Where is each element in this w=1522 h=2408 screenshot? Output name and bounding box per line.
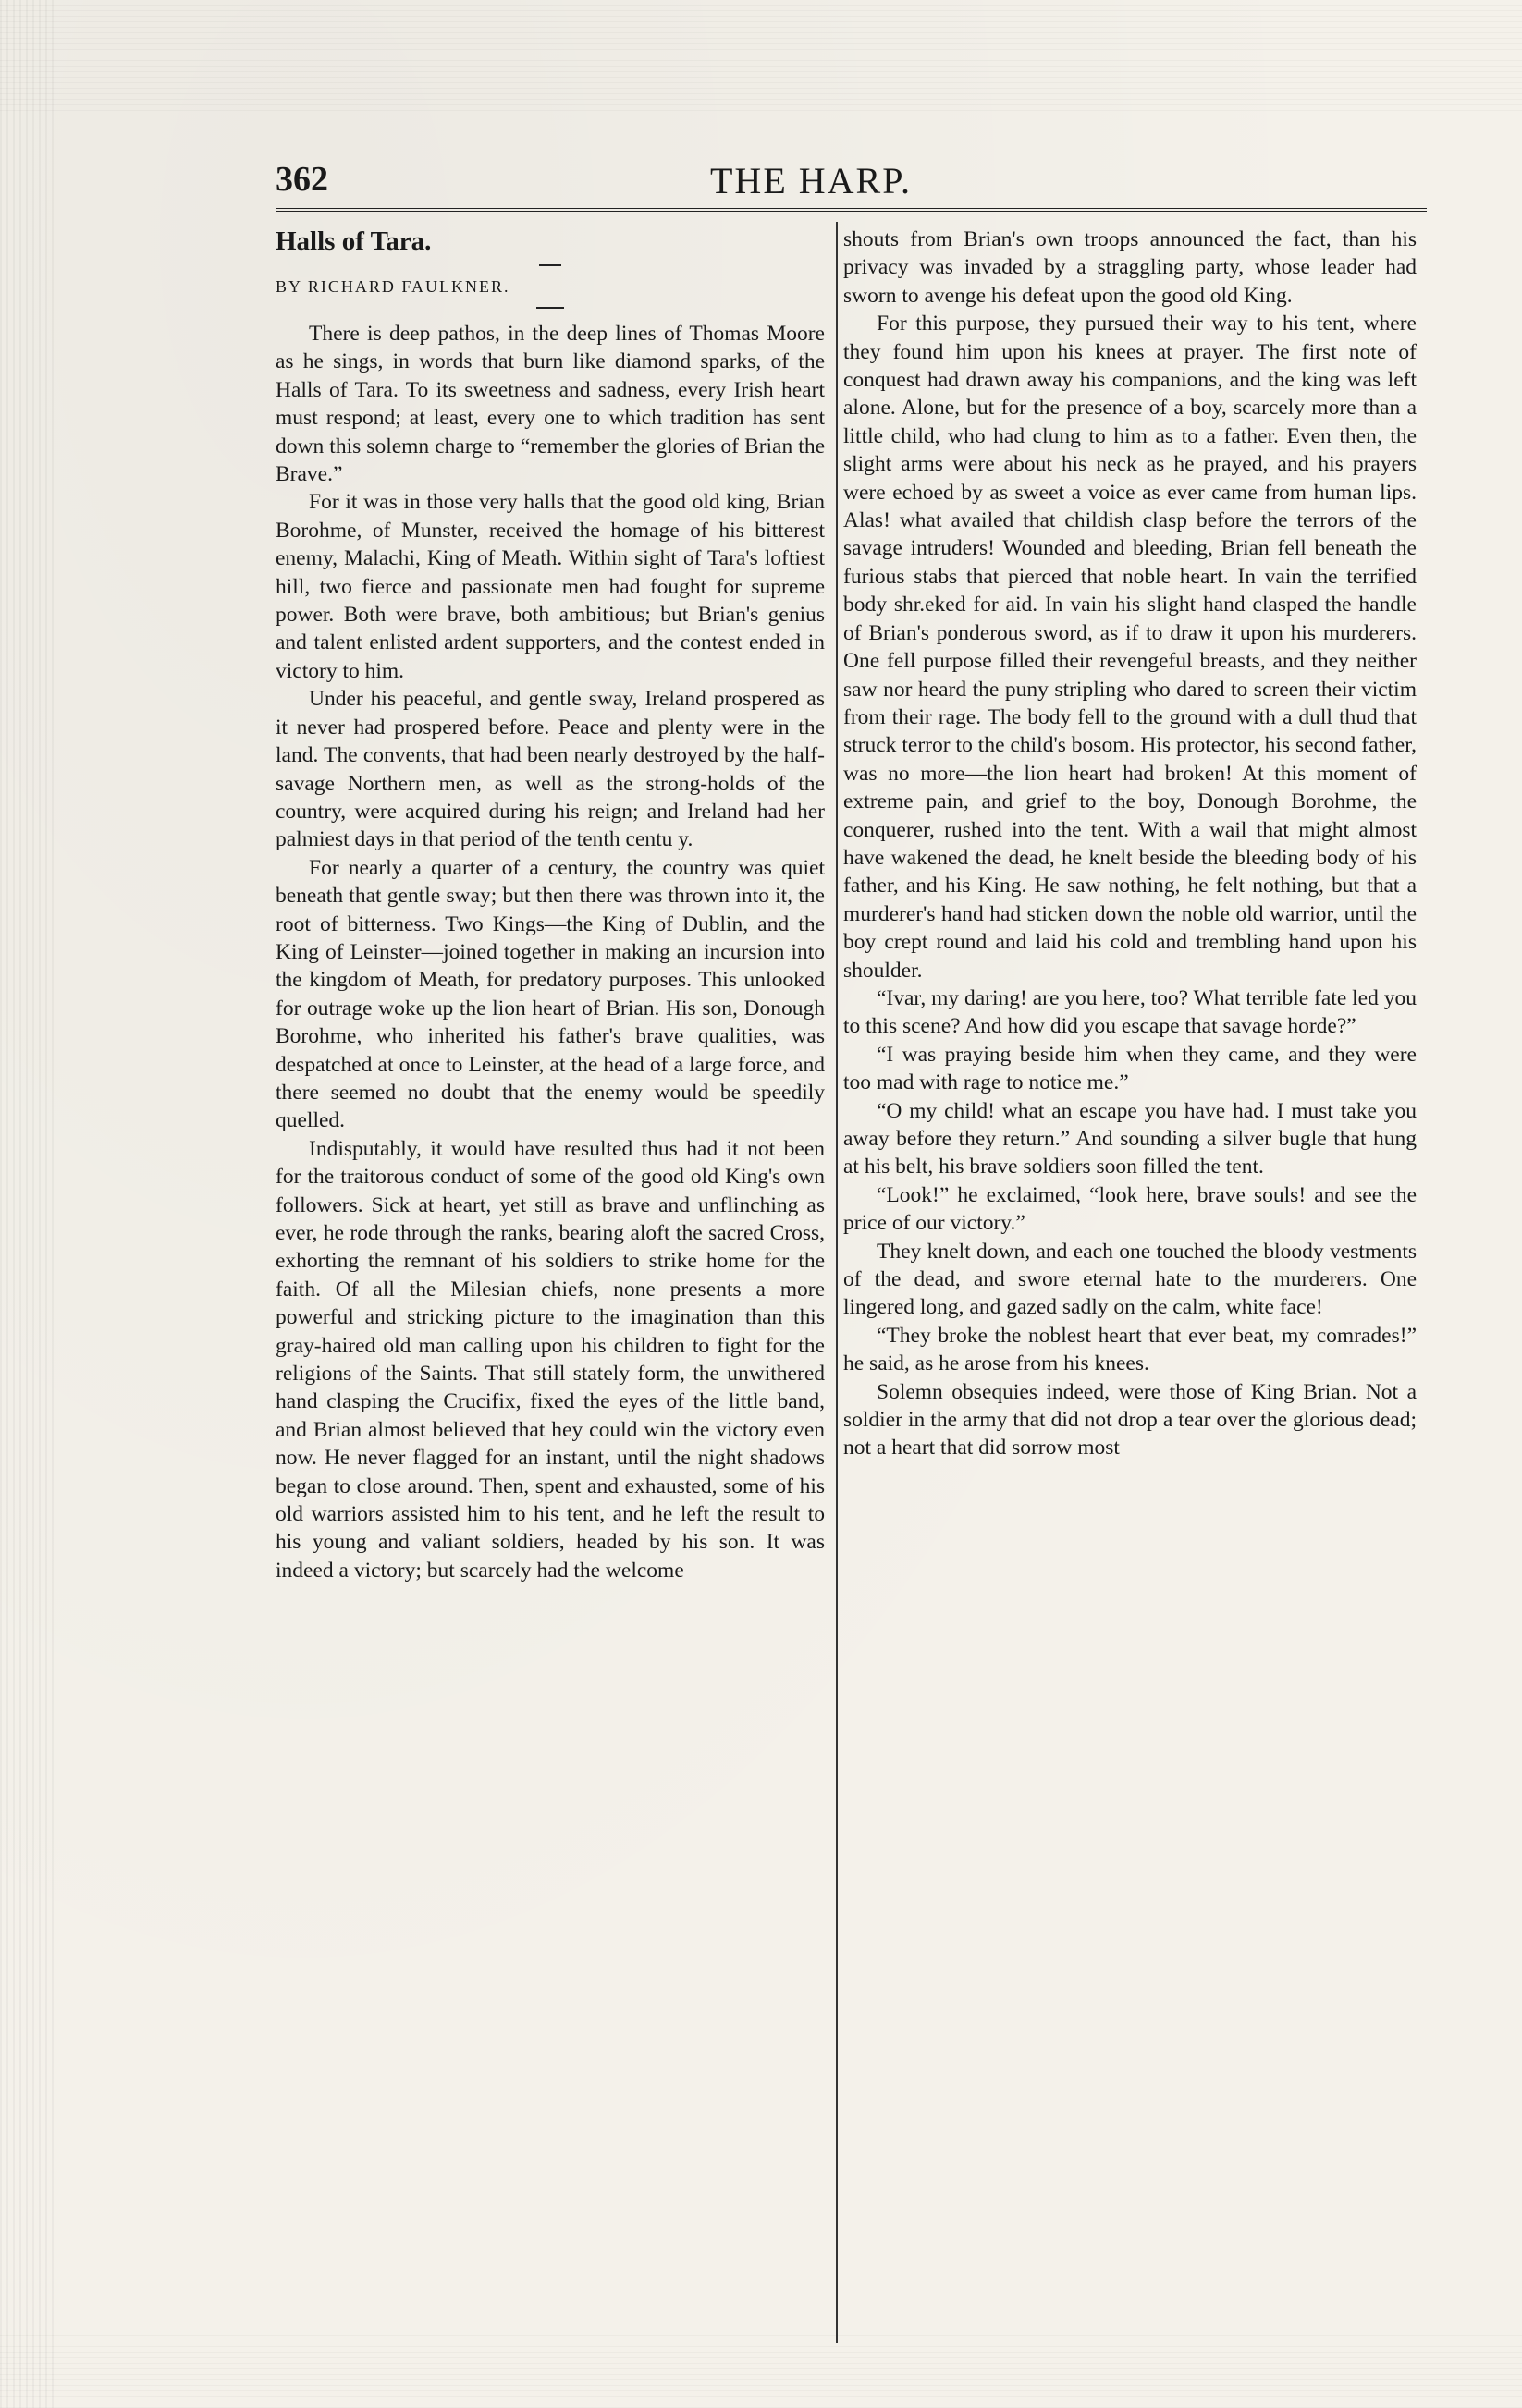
paragraph: Under his peaceful, and gentle sway, Ireland prospered as it never had prospered before. Peace and plenty were in the land. The convents, that had been nearly destroyed by the half-savage Northern men, as well as the strong-holds of the country, were acquired during his reign; and Ireland had her palmiest days in that period of the tenth centu y. xyxy=(276,687,825,852)
paragraph: “Ivar, my daring! are you here, too? What terrible fate led you to this scene? And how did you escape that savage horde?” xyxy=(843,985,1417,1039)
scan-edge-left xyxy=(0,0,55,2408)
title-dash xyxy=(539,264,561,266)
paragraph: There is deep pathos, in the deep lines of Thomas Moore as he sings, in words that burn like diamond sparks, of the Halls of Tara. To its sweetness and sadness, every Irish heart must respond; at least, every one to which tradition has sent down this solemn charge to “remember the glories of Brian the Brave.” xyxy=(276,322,825,487)
column-rule xyxy=(836,222,838,2343)
scan-edge-top xyxy=(0,0,1522,111)
paragraph: “Look!” he exclaimed, “look here, brave souls! and see the price of our victory.” xyxy=(843,1182,1417,1236)
paragraph: “I was praying beside him when they came, and they were too mad with rage to notice me.” xyxy=(843,1042,1417,1095)
paragraph: “O my child! what an escape you have had. I must take you away before they return.” And sounding a silver bugle that hung at his belt, his brave soldiers soon filled the tent. xyxy=(843,1098,1417,1180)
paragraph: Indisputably, it would have resulted thus had it not been for the traitorous conduct of some of the good old King's own followers. Sick at heart, yet still as brave and unflinching as ever, he rode through the ranks, bearing aloft the sacred Cross, exhorting the remnant of his soldiers to strike home for the faith. Of all the Milesian chiefs, none presents a more powerful and stricking picture to the imagination than this gray-haired old man calling upon his children to fight for the religions of the Saints. That still stately form, the unwithered hand clasping the Crucifix, fixed the eyes of the little band, and Brian almost believed that hey could win the victory even now. He never flagged for an instant, until the night shadows began to close around. Then, spent and exhausted, some of his old warriors assisted him to his tent, and he left the result to his young and valiant soldiers, headed by his son. It was indeed a victory; but scarcely had the welcome xyxy=(276,1136,825,1583)
page-number: 362 xyxy=(276,160,328,199)
paragraph: For nearly a quarter of a century, the country was quiet beneath that gentle sway; but then there was thrown into it, the root of bitterness. Two Kings—the King of Dublin, and the King of Leinster—joined together in making an incursion into the kingdom of Meath, for predatory purposes. This unlooked for outrage woke up the lion heart of Brian. His son, Donough Borohme, who inherited his father's brave qualities, was despatched at once to Leinster, at the head of a large force, and there seemed no doubt that the enemy would be speedily quelled. xyxy=(276,855,825,1133)
paragraph: For it was in those very halls that the good old king, Brian Borohme, of Munster, received the homage of his bitterest enemy, Malachi, King of Meath. Within sight of Tara's loftiest hill, two fierce and passionate men had fought for supreme power. Both were brave, both ambitious; but Brian's genius and talent enlisted ardent supporters, and the contest ended in victory to him. xyxy=(276,490,825,683)
header-rule xyxy=(276,208,1427,212)
paragraph: Solemn obsequies indeed, were those of King Brian. Not a soldier in the army that did not drop a tear over the glorious dead; not a heart that did sorrow most xyxy=(843,1379,1417,1461)
article-title: Halls of Tara. xyxy=(276,226,432,256)
paragraph: They knelt down, and each one touched the bloody vestments of the dead, and swore eternal hate to the murderers. One lingered long, and gazed sadly on the calm, white face! xyxy=(843,1239,1417,1320)
page-header xyxy=(276,159,1427,205)
article-byline: BY RICHARD FAULKNER. xyxy=(276,277,510,296)
left-column xyxy=(276,226,825,2361)
paragraph: For this purpose, they pursued their way to his tent, where they found him upon his knees at prayer. The first note of conquest had drawn away his companions, and the king was left alone. Alone, but for the presence of a boy, scarcely more than a little child, who had clung to him as to a father. Even then, the slight arms were about his neck as he prayed, and his prayers were echoed by as sweet a voice as ever came from human lips. Alas! what availed that childish clasp before the terrors of the savage intruders! Wounded and bleeding, Brian fell beneath the furious stabs that pierced that noble heart. In vain the terrified body shr.eked for aid. In vain his slight hand clasped the handle of Brian's ponderous sword, as if to draw it upon his murderers. One fell purpose filled their revengeful breasts, and they neither saw nor heard the puny stripling who dared to screen their victim from their rage. The body fell to the ground with a dull thud that struck terror to the child's bosom. His protector, his second father, was no more—the lion heart had broken! At this moment of extreme pain, and grief to the boy, Donough Borohme, the conquerer, rushed into the tent. With a wail that might almost have wakened the dead, he knelt beside the bleeding body of his father, and his King. He saw nothing, he felt nothing, but that a murderer's hand had sticken down the noble old warrior, until the boy crept round and laid his cold and trembling hand upon his shoulder. xyxy=(843,312,1417,983)
paragraph: “They broke the noblest heart that ever beat, my comrades!” he said, as he arose from his knees. xyxy=(843,1323,1417,1376)
paragraph-continuation: shouts from Brian's own troops announced the fact, than his privacy was invaded by a straggling party, whose leader had sworn to avenge his defeat upon the good old King. xyxy=(843,227,1417,308)
right-column xyxy=(843,226,1417,2361)
byline-dash xyxy=(536,307,564,309)
running-head: THE HARP. xyxy=(710,160,913,202)
